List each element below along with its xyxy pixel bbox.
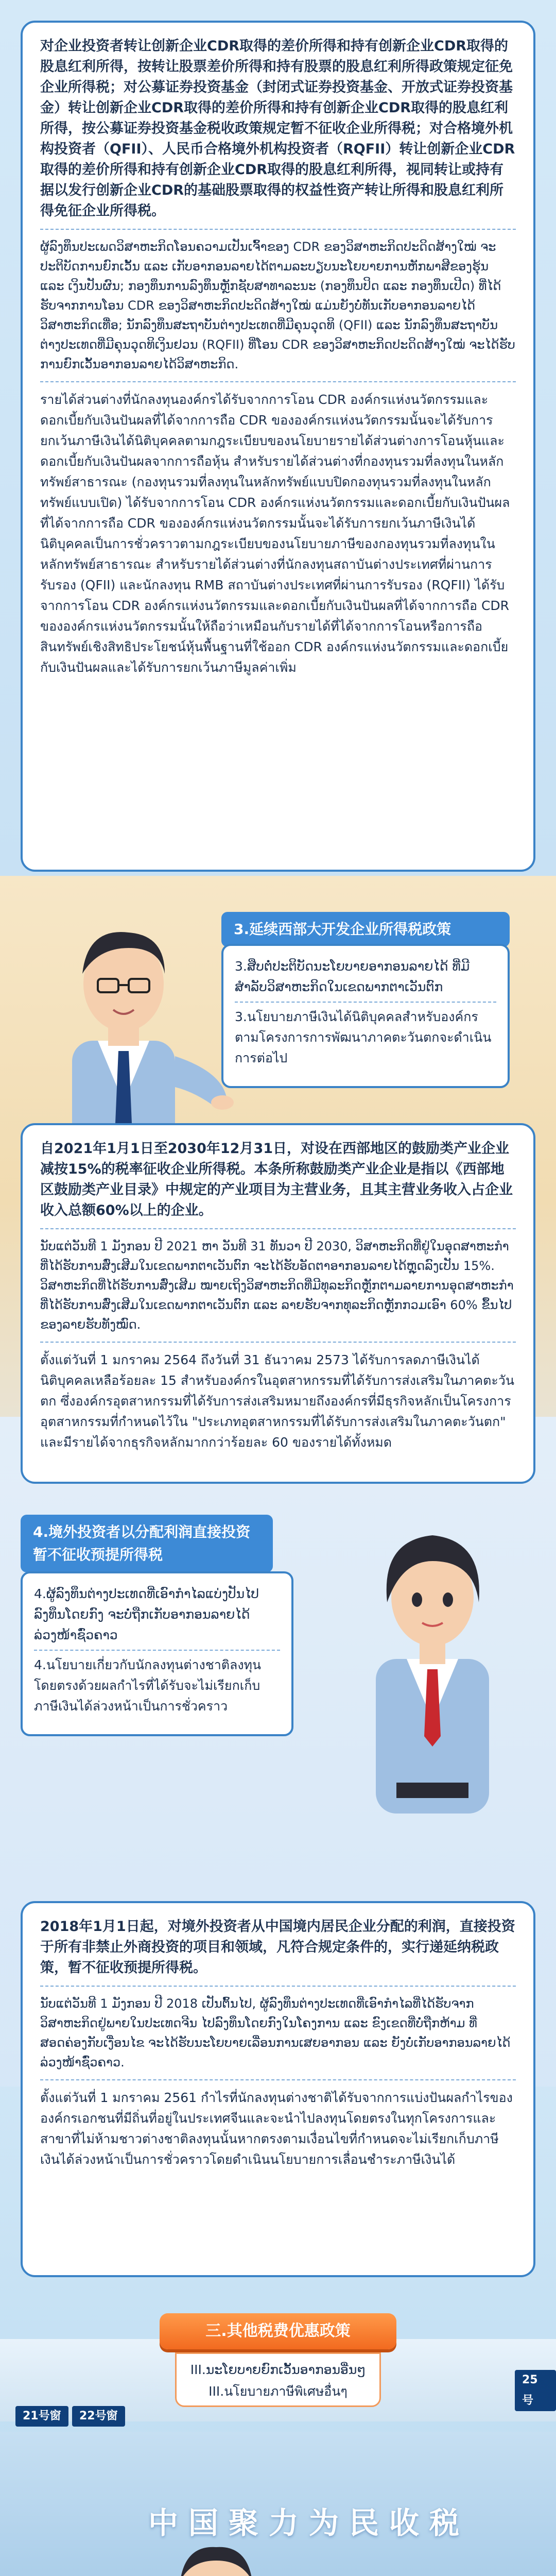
divider xyxy=(40,1986,516,1987)
foreign-policy-lao: ນັບແຕ່ວັນທີ 1 ມັງກອນ ປີ 2018 ເປັນຕົ້ນໄປ, ຜູ້ລົງທຶນຕ່າງປະເທດທີ່ເອົາກຳໄລທີ່ໄດ້ຮັບຈາກວິສາຫະກິດຢູ່ພາຍໃນປະເທດຈີນ ໄປລົງທຶນໂດຍກົງໃນໂຄງການ ແລະ ຂົງເຂດທີ່ບໍ່ຖືກຫ້າມ ທີ່ສອດຄ່ອງກັບເງື່ອນໄຂ ຈະໄດ້ຮັບນະໂຍບາຍເລື່ອນການເສຍອາກອນ ແລະ ຍັງບໍ່ເກັບອາກອນລາຍໄດ້ລ່ວງໜ້າຊົ່ວຄາວ. xyxy=(40,1996,511,2070)
cdr-policy-lao: ຜູ້ລົງທຶນປະເພດວິສາຫະກິດໂອນຄວາມເປັນເຈົ້າຂອງ CDR ຂອງວິສາຫະກິດປະດິດສ້າງໃໝ່ ຈະປະຕິບັດການຍົກເວັ້ນ ແລະ ເກັບອາກອນລາຍໄດ້ຕາມລະບຽບນະໂຍບາຍການຫັກພາສີຂອງຮຸ້ນ ແລະ ເງິນປັນຜົນ; ກອງທຶນການລົງທຶນຫຼັກຊັບສາທາລະນະ (ກອງທຶນປິດ ແລະ ກອງທຶນເປີດ) ທີ່ໄດ້ຮັບຈາກການໂອນ CDR ຂອງວິສາຫະກິດປະດິດສ້າງໃໝ່ ແມ່ນຍັງບໍ່ທັນເກັບອາກອນລາຍໄດ້ວິສາຫະກິດເທື່ອ; ນັກລົງທຶນສະຖາບັນຕ່າງປະເທດທີ່ມີຄຸນວຸດທິ (QFII) ແລະ ນັກລົງທຶນສະຖາບັນຕ່າງປະເທດທີ່ມີຄຸນວຸດທິເງິນຢວນ (RQFII) ທີ່ໂອນ CDR ຂອງວິສາຫະກິດປະດິດສ້າງໃໝ່ ຈະໄດ້ຮັບການຍົກເວັ້ນອາກອນລາຍໄດ້ວິສາຫະກິດ. xyxy=(40,240,515,371)
window-sign-22: 22号窗 xyxy=(72,2406,125,2427)
foreign-policy-thai: ตั้งแต่วันที่ 1 มกราคม 2561 กำไรที่นักลงทุนต่างชาติได้รับจากการแบ่งปันผลกำไรขององค์กรเอกชนที่มีถิ่นที่อยู่ในประเทศจีนและจะนำไปลงทุนโดยตรงในทุกโครงการและสาขาที่ไม่ห้ามชาวต่างชาติลงทุนนั้นหากตรงตามเงื่อนไขที่กำหนดจะไม่เรียกเก็บภาษีเงินได้ล่วงหน้าเป็นการชั่วคราวโดยดำเนินนโยบายการเลื่อนชำระภาษีเงินได้ xyxy=(40,2090,513,2167)
cdr-policy-thai: รายได้ส่วนต่างที่นักลงทุนองค์กรได้รับจากการโอน CDR องค์กรแห่งนวัตกรรมและดอกเบี้ยกับเงินปันผลที่ได้จากการถือ CDR ขององค์กรแห่งนวัตกรรมนั้นจะได้รับการยกเว้นภาษีเงินได้นิติบุคคลตามกฎระเบียบของนโยบายรายได้ส่วนต่างการโอนหุ้นและดอกเบี้ยกับเงินปันผลจากการถือหุ้น สำหรับรายได้ส่วนต่างที่กองทุนรวมที่ลงทุนในหลักทรัพย์สาธารณะ (กองทุนรวมที่ลงทุนในหลักทรัพย์แบบปิดกองทุนรวมที่ลงทุนในหลักทรัพย์แบบเปิด) ได้รับจากการโอน CDR องค์กรแห่งนวัตกรรมและดอกเบี้ยกับเงินปันผลที่ได้จากการถือ CDR ขององค์กรแห่งนวัตกรรมนั้นจะได้รับการยกเว้นภาษีเงินได้นิติบุคคลเป็นการชั่วคราวตามกฎระเบียบของนโยบายภาษีของกองทุนรวมที่ลงทุนในหลักทรัพย์สาธารณะ สำหรับรายได้ส่วนต่างที่นักลงทุนสถาบันต่างประเทศที่ผ่านการรับรอง (QFII) และนักลงทุน RMB สถาบันต่างประเทศที่ผ่านการรับรอง (RQFII) ได้รับจากการโอน CDR องค์กรแห่งนวัตกรรมและดอกเบี้ยกับเงินปันผลที่ได้จากการถือ CDR ขององค์กรแห่งนวัตกรรมนั้นให้ถือว่าเหมือนกับรายได้ที่ได้จากการโอนหรือการถือสินทรัพย์เชิงสิทธิประโยชน์หุ้นพื้นฐานที่ใช้ออก CDR องค์กรแห่งนวัตกรรมและดอกเบี้ยกับเงินปันผลและได้รับการยกเว้นภาษีมูลค่าเพิ่ม xyxy=(40,392,510,675)
policy-4-bubble xyxy=(21,1571,293,1736)
policy-4-title: 4.境外投资者以分配利润直接投资暂不征收预提所得税 xyxy=(21,1515,273,1572)
policy-3-bubble xyxy=(221,944,510,1088)
divider xyxy=(40,229,516,230)
policy-3-title: 3.延续西部大开发企业所得税政策 xyxy=(221,912,510,947)
officer-head-icon xyxy=(170,2545,263,2576)
other-policies-thai: III.นโยบายภาษีพิเศษอื่นๆ xyxy=(208,2384,348,2399)
other-policies-lao: III.ນະໂຍບາຍຍົກເວັ້ນອາກອນອື່ນໆ xyxy=(190,2362,366,2377)
policy-4-thai: 4.นโยบายเกี่ยวกับนักลงทุนต่างชาติลงทุนโดยตรงด้วยผลกำไรที่ได้รับจะไม่เรียกเก็บภาษีเงินได้ล่วงหน้าเป็นการชั่วคราว xyxy=(34,1657,262,1714)
western-policy-thai: ตั้งแต่วันที่ 1 มกราคม 2564 ถึงวันที่ 31 ธันวาคม 2573 ได้รับการลดภาษีเงินได้นิติบุคคลเหลือร้อยละ 15 สำหรับองค์กรในอุตสาหกรรมที่ได้รับการส่งเสริมในภาคตะวันตก ซึ่งองค์กรอุตสาหกรรมที่ได้รับการส่งเสริมหมายถึงองค์กรที่มีธุรกิจหลักเป็นโครงการอุตสาหกรรมที่กำหนดไว้ใน "ประเภทอุตสาหกรรมที่ได้รับการส่งเสริมในภาคตะวันตก" และมีรายได้จากธุรกิจหลักมากกว่าร้อยละ 60 ของรายได้ทั้งหมด xyxy=(40,1352,514,1450)
window-sign-21: 21号窗 xyxy=(15,2406,68,2427)
foreign-policy-chinese: 2018年1月1日起，对境外投资者从中国境内居民企业分配的利润，直接投资于所有非禁止外商投资的项目和领域，凡符合规定条件的，实行递延纳税政策，暂不征收预提所得税。 xyxy=(40,1919,515,1976)
other-policies-banner: 三.其他税费优惠政策 xyxy=(160,2313,396,2349)
divider xyxy=(40,1342,516,1343)
policy-4-lao: 4.ຜູ້ລົງທຶນຕ່າງປະເທດທີ່ເອົາກຳໄລແບ່ງປັນໄປລົງທຶນໂດຍກົງ ຈະບໍ່ຖືກເກັບອາກອນລາຍໄດ້ລ່ວງໜ້າຊົ່ວຄາວ xyxy=(34,1586,259,1642)
other-policies-subtitle xyxy=(175,2352,381,2407)
cdr-policy-card xyxy=(21,21,535,872)
divider xyxy=(235,1002,496,1003)
female-tax-officer-illustration xyxy=(319,1494,546,1814)
hall-wall-text: 中国聚力为民收税 xyxy=(148,2505,470,2540)
divider xyxy=(40,2079,516,2080)
policy-3-lao: 3.ສືບຕໍ່ປະຕິບັດນະໂຍບາຍອາກອນລາຍໄດ້ ທີ່ມີສຳລັບວິສາຫະກິດໃນເຂດພາກຕາເວັນຕົກ xyxy=(235,959,470,994)
foreign-investor-card xyxy=(21,1901,535,2277)
divider xyxy=(40,1228,516,1229)
window-sign-25: 25号 xyxy=(515,2370,556,2411)
cdr-policy-chinese: 对企业投资者转让创新企业CDR取得的差价所得和持有创新企业CDR取得的股息红利所得，按转让股票差价所得和持有股票的股息红利所得政策规定征免企业所得税；对公募证券投资基金（封闭式证券投资基金、开放式证券投资基金）转让创新企业CDR取得的差价所得和持有创新企业CDR取得的股息红利所得，按公募证券投资基金税收政策规定暂不征收企业所得税；对合格境外机构投资者（QFII）、人民币合格境外机构投资者（RQFII）转让创新企业CDR取得的差价所得和持有创新企业CDR取得的股息红利所得，视同转让或持有据以发行创新企业CDR的基础股票取得的权益性资产转让所得和股息红利所得免征企业所得税。 xyxy=(40,38,515,219)
divider xyxy=(40,381,516,382)
western-policy-lao: ນັບແຕ່ວັນທີ 1 ມັງກອນ ປີ 2021 ຫາ ວັນທີ 31 ທັນວາ ປີ 2030, ວິສາຫະກິດທີ່ຢູ່ໃນອຸດສາຫະກຳທີ່ໄດ້ຮັບການສົ່ງເສີມໃນເຂດພາກຕາເວັນຕົກ ຈະໄດ້ຮັບອັດຕາອາກອນລາຍໄດ້ຫຼຸດລົງເປັນ 15%. ວິສາຫະກິດທີ່ໄດ້ຮັບການສົ່ງເສີມ ໝາຍເຖິງວິສາຫະກິດທີ່ມີທຸລະກິດຫຼັກຕາມລາຍການອຸດສາຫະກຳທີ່ໄດ້ຮັບການສົ່ງເສີມໃນເຂດພາກຕາເວັນຕົກ ແລະ ລາຍຮັບຈາກທຸລະກິດຫຼັກກວມເອົາ 60% ຂຶ້ນໄປຂອງລາຍຮັບທັງໝົດ. xyxy=(40,1239,514,1332)
western-policy-chinese: 自2021年1月1日至2030年12月31日，对设在西部地区的鼓励类产业企业减按15%的税率征收企业所得税。本条所称鼓励类产业企业是指以《西部地区鼓励类产业目录》中规定的产业项目为主营业务，且其主营业务收入占企业收入总额60%以上的企业。 xyxy=(40,1141,513,1218)
western-development-card xyxy=(21,1123,535,1484)
policy-3-thai: 3.นโยบายภาษีเงินได้นิติบุคคลสำหรับองค์กรตามโครงการการพัฒนาภาคตะวันตกจะดำเนินการต่อไป xyxy=(235,1009,492,1065)
divider xyxy=(34,1650,280,1651)
